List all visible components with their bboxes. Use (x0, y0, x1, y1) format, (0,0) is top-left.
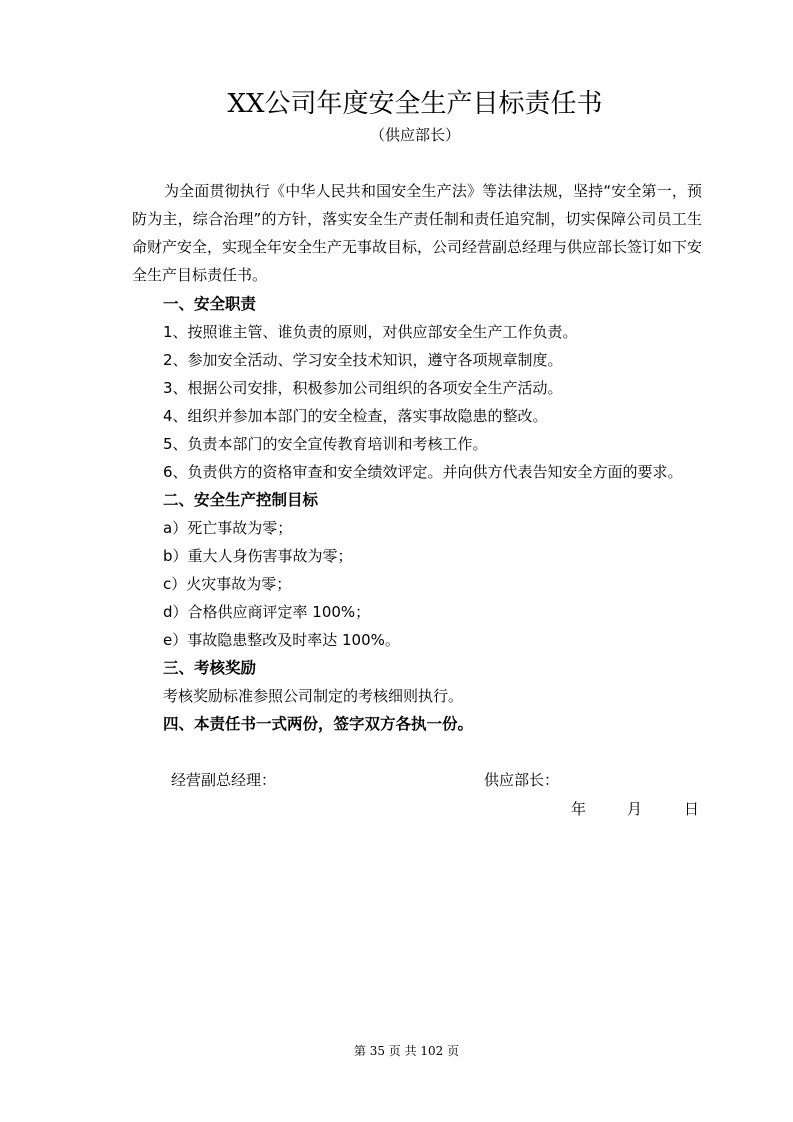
document-title: XX公司年度安全生产目标责任书 (227, 89, 603, 119)
signature-supply-label: 供应部长： (484, 771, 560, 789)
section4-heading: 四、本责任书一式两份，签字双方各执一份。 (163, 715, 474, 733)
section3-text: 考核奖励标准参照公司制定的考核细则执行。 (163, 687, 464, 705)
duty-item: 3、根据公司安排，积极参加公司组织的各项安全生产活动。 (163, 379, 563, 397)
section3-heading: 三、考核奖励 (163, 659, 257, 677)
section2-heading: 二、安全生产控制目标 (163, 491, 319, 509)
intro-paragraph: 为全面贯彻执行《中华人民共和国安全生产法》等法律法规，坚持“安全第一，预防为主，综合治理”的方针，落实安全生产责任制和责任追究制，切实保障公司员工生命财产安全，实现全年安全生产无事故目标，公司经营副总经理与供应部长签订如下安全生产目标责任书。 (132, 182, 703, 284)
target-item: e）事故隐患整改及时率达 100%。 (163, 631, 400, 649)
duty-item: 5、负责本部门的安全宣传教育培训和考核工作。 (163, 435, 488, 453)
target-item: c）火灾事故为零； (163, 575, 292, 593)
section1-heading: 一、安全职责 (163, 295, 257, 313)
date-month-label: 月 (627, 800, 643, 818)
duty-item: 4、组织并参加本部门的安全检查，落实事故隐患的整改。 (163, 407, 548, 425)
page-number-footer: 第 35 页 共 102 页 (353, 1044, 460, 1058)
target-item: d）合格供应商评定率 100%； (163, 603, 371, 621)
date-day-label: 日 (684, 800, 700, 818)
duty-item: 6、负责供方的资格审查和安全绩效评定。并向供方代表告知安全方面的要求。 (163, 463, 683, 481)
signature-manager-label: 经营副总经理： (171, 771, 277, 789)
date-year-label: 年 (571, 800, 587, 818)
duty-item: 2、参加安全活动、学习安全技术知识，遵守各项规章制度。 (163, 351, 563, 369)
document-subtitle: （供应部长） (369, 126, 460, 144)
duty-item: 1、按照谁主管、谁负责的原则，对供应部安全生产工作负责。 (163, 323, 578, 341)
target-item: a）死亡事故为零； (163, 519, 293, 537)
target-item: b）重大人身伤害事故为零； (163, 547, 353, 565)
